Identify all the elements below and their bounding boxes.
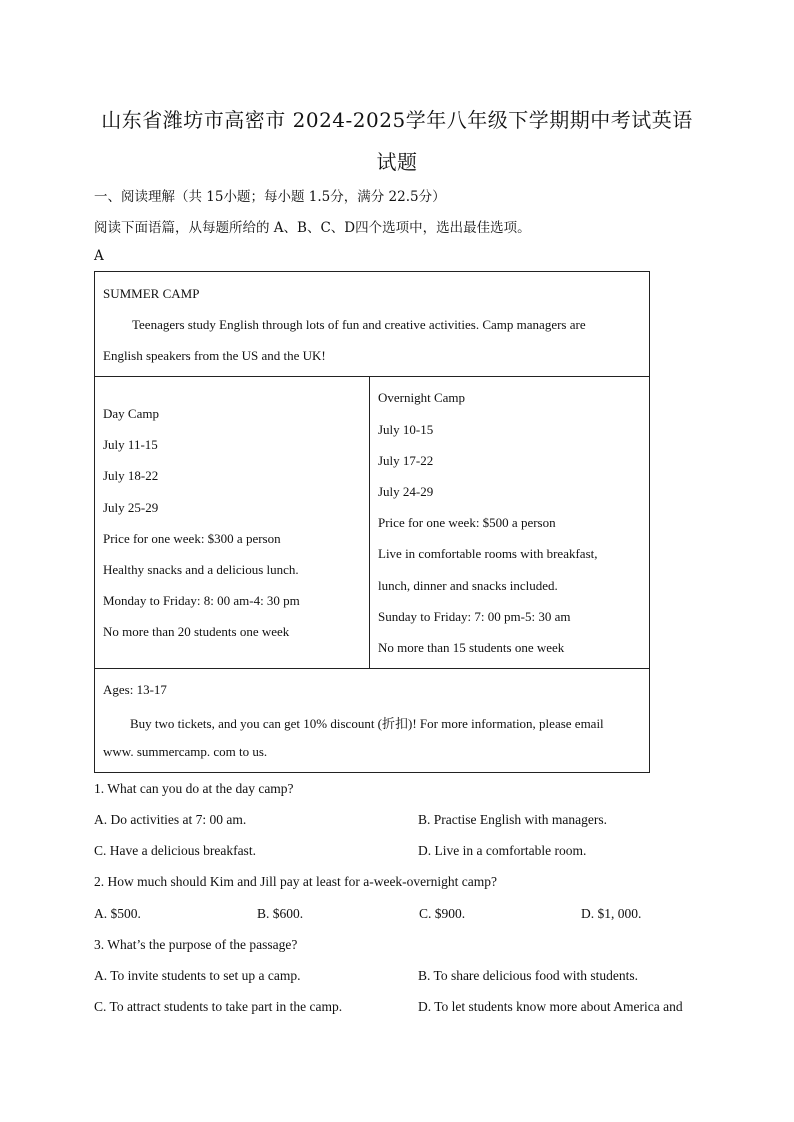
option-d: D. $1, 000.: [581, 906, 642, 921]
day-camp-line: Price for one week: $300 a person: [103, 531, 281, 546]
instruction-text: 阅读下面语篇，从每题所给的 A、B、C、D四个选项中，选出最佳选项。: [94, 220, 531, 236]
question-stem: 3. What’s the purpose of the passage?: [94, 937, 298, 952]
overnight-camp-line: Overnight Camp: [378, 390, 466, 405]
passage-label: A: [94, 248, 104, 264]
option-d: D. Live in a comfortable room.: [418, 843, 587, 858]
doc-title-line1: 山东省潍坊市高密市 2024-2025学年八年级下学期期中考试英语: [101, 108, 693, 132]
ad-footer-cell: [94, 668, 650, 773]
option-b: B. Practise English with managers.: [418, 812, 607, 827]
option-a: A. To invite students to set up a camp.: [94, 968, 301, 983]
day-camp-line: Healthy snacks and a delicious lunch.: [103, 562, 299, 577]
option-b: B. $600.: [257, 906, 304, 921]
overnight-camp-line: July 10-15: [378, 422, 434, 437]
section-heading: 一、阅读理解（共 15小题；每小题 1.5分，满分 22.5分）: [94, 189, 446, 205]
overnight-camp-line: lunch, dinner and snacks included.: [378, 578, 558, 593]
day-camp-line: No more than 20 students one week: [103, 624, 290, 639]
day-camp-line: Monday to Friday: 8: 00 am-4: 30 pm: [103, 593, 300, 608]
overnight-camp-line: July 24-29: [378, 484, 434, 499]
day-camp-line: July 25-29: [103, 500, 159, 515]
overnight-camp-line: No more than 15 students one week: [378, 640, 565, 655]
option-a: A. Do activities at 7: 00 am.: [94, 812, 247, 827]
day-camp-line: Day Camp: [103, 406, 159, 421]
day-camp-line: July 18-22: [103, 468, 159, 483]
option-c: C. To attract students to take part in the camp.: [94, 999, 343, 1014]
option-a: A. $500.: [94, 906, 141, 921]
overnight-camp-line: Live in comfortable rooms with breakfast,: [378, 546, 598, 561]
doc-title-line2: 试题: [376, 150, 418, 174]
overnight-camp-line: Price for one week: $500 a person: [378, 515, 556, 530]
ad-footer-line1: Buy two tickets, and you can get 10% discount (折扣)! For more information, please email: [130, 716, 604, 731]
ad-title: SUMMER CAMP: [103, 286, 200, 301]
option-d: D. To let students know more about America and: [418, 999, 683, 1014]
question-stem: 2. How much should Kim and Jill pay at least for a-week-overnight camp?: [94, 874, 498, 889]
option-c: C. Have a delicious breakfast.: [94, 843, 256, 858]
ad-ages: Ages: 13-17: [103, 682, 167, 697]
question-stem: 1. What can you do at the day camp?: [94, 781, 294, 796]
overnight-camp-line: Sunday to Friday: 7: 00 pm-5: 30 am: [378, 609, 571, 624]
ad-intro-line2: English speakers from the US and the UK!: [103, 348, 326, 363]
ad-camps-row: [94, 376, 650, 669]
day-camp-line: July 11-15: [103, 437, 158, 452]
overnight-camp-line: July 17-22: [378, 453, 434, 468]
option-c: C. $900.: [419, 906, 466, 921]
ad-header-cell: [94, 271, 650, 377]
option-b: B. To share delicious food with students.: [418, 968, 639, 983]
ad-footer-line2: www. summercamp. com to us.: [103, 744, 268, 759]
ad-intro-line1: Teenagers study English through lots of fun and creative activities. Camp managers are: [132, 317, 586, 332]
column-divider: [369, 377, 370, 668]
